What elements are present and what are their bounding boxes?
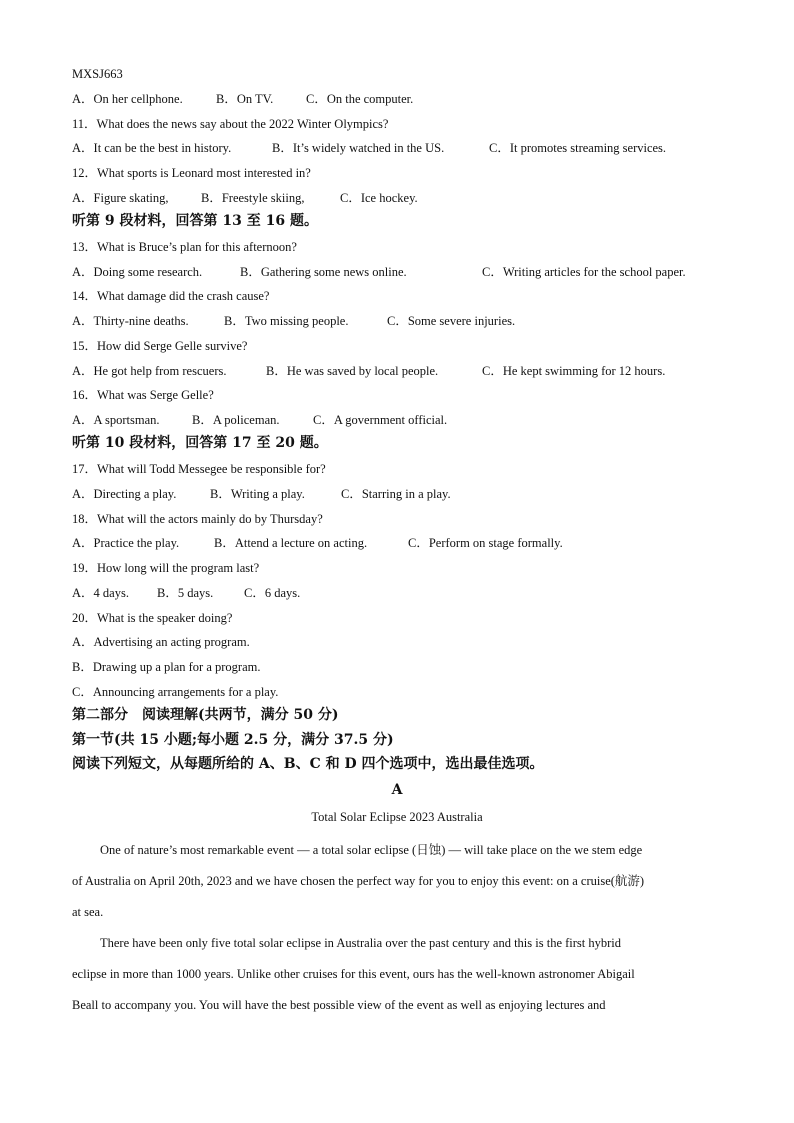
q13-option-c: C．Writing articles for the school paper. <box>482 265 686 279</box>
q20-option-a: A．Advertising an acting program. <box>72 635 250 649</box>
q11-stem: 11．What does the news say about the 2022 Winter Olympics? <box>72 117 389 131</box>
section-9-heading: 听第 9 段材料，回答第 13 至 16 题。 <box>72 213 318 229</box>
q11-option-c: C．It promotes streaming services. <box>489 141 667 155</box>
q18-option-a: A．Practice the play. <box>72 536 180 550</box>
q20-option-c: C．Announcing arrangements for a play. <box>72 685 279 699</box>
passage-line: There have been only five total solar eclipse in Australia over the past century and this is the first hybrid <box>100 936 622 950</box>
q13-option-b: B．Gathering some news online. <box>240 265 407 279</box>
part-2-heading: 第二部分 阅读理解(共两节，满分 50 分) <box>72 707 339 723</box>
passage-line: One of nature’s most remarkable event — a total solar eclipse (日蚀) — will take place on the we stem edge <box>100 843 643 857</box>
reading-instructions: 阅读下列短文，从每题所给的 A、B、C 和 D 四个选项中，选出最佳选项。 <box>72 756 544 772</box>
q16-stem: 16．What was Serge Gelle? <box>72 388 214 402</box>
q17-option-c: C．Starring in a play. <box>341 487 451 501</box>
section-1-heading: 第一节(共 15 小题;每小题 2.5 分，满分 37.5 分) <box>72 732 394 748</box>
passage-letter: A <box>391 782 403 798</box>
q15-option-b: B．He was saved by local people. <box>266 364 439 378</box>
q16-option-a: A．A sportsman. <box>72 413 160 427</box>
q12-option-a: A．Figure skating, <box>72 191 169 205</box>
q18-option-b: B．Attend a lecture on acting. <box>214 536 368 550</box>
q17-option-b: B．Writing a play. <box>210 487 305 501</box>
header-code: MXSJ663 <box>72 67 123 81</box>
passage-title: Total Solar Eclipse 2023 Australia <box>311 810 483 824</box>
q18-stem: 18．What will the actors mainly do by Thursday? <box>72 512 323 526</box>
q13-stem: 13．What is Bruce’s plan for this afternoon? <box>72 240 297 254</box>
q10-option-c: C．On the computer. <box>306 92 414 106</box>
q16-option-b: B．A policeman. <box>192 413 280 427</box>
q20-option-b: B．Drawing up a plan for a program. <box>72 660 261 674</box>
q15-stem: 15．How did Serge Gelle survive? <box>72 339 248 353</box>
q19-stem: 19．How long will the program last? <box>72 561 260 575</box>
q17-stem: 17．What will Todd Messegee be responsible for? <box>72 462 326 476</box>
q14-option-a: A．Thirty-nine deaths. <box>72 314 189 328</box>
q16-option-c: C．A government official. <box>313 413 448 427</box>
q11-option-b: B．It’s widely watched in the US. <box>272 141 445 155</box>
q12-stem: 12．What sports is Leonard most interested in? <box>72 166 311 180</box>
q12-option-c: C．Ice hockey. <box>340 191 418 205</box>
q19-option-c: C．6 days. <box>244 586 301 600</box>
section-10-heading: 听第 10 段材料，回答第 17 至 20 题。 <box>72 435 328 451</box>
q20-stem: 20．What is the speaker doing? <box>72 611 233 625</box>
q10-option-a: A．On her cellphone. <box>72 92 183 106</box>
q14-option-c: C．Some severe injuries. <box>387 314 516 328</box>
q12-option-b: B．Freestyle skiing, <box>201 191 305 205</box>
q19-option-b: B．5 days. <box>157 586 214 600</box>
q13-option-a: A．Doing some research. <box>72 265 203 279</box>
q10-option-b: B．On TV. <box>216 92 274 106</box>
q19-option-a: A．4 days. <box>72 586 129 600</box>
q17-option-a: A．Directing a play. <box>72 487 177 501</box>
passage-line: Beall to accompany you. You will have the best possible view of the event as well as enjoying lectures and <box>72 998 606 1012</box>
q18-option-c: C．Perform on stage formally. <box>408 536 563 550</box>
passage-line: eclipse in more than 1000 years. Unlike other cruises for this event, ours has the well-known astronomer Abigail <box>72 967 635 981</box>
passage-line: at sea. <box>72 905 104 919</box>
passage-line: of Australia on April 20th, 2023 and we have chosen the perfect way for you to enjoy this event: on a cruise(航游) <box>72 874 645 888</box>
q15-option-a: A．He got help from rescuers. <box>72 364 227 378</box>
q14-option-b: B．Two missing people. <box>224 314 349 328</box>
q15-option-c: C．He kept swimming for 12 hours. <box>482 364 666 378</box>
q11-option-a: A．It can be the best in history. <box>72 141 232 155</box>
q14-stem: 14．What damage did the crash cause? <box>72 289 270 303</box>
